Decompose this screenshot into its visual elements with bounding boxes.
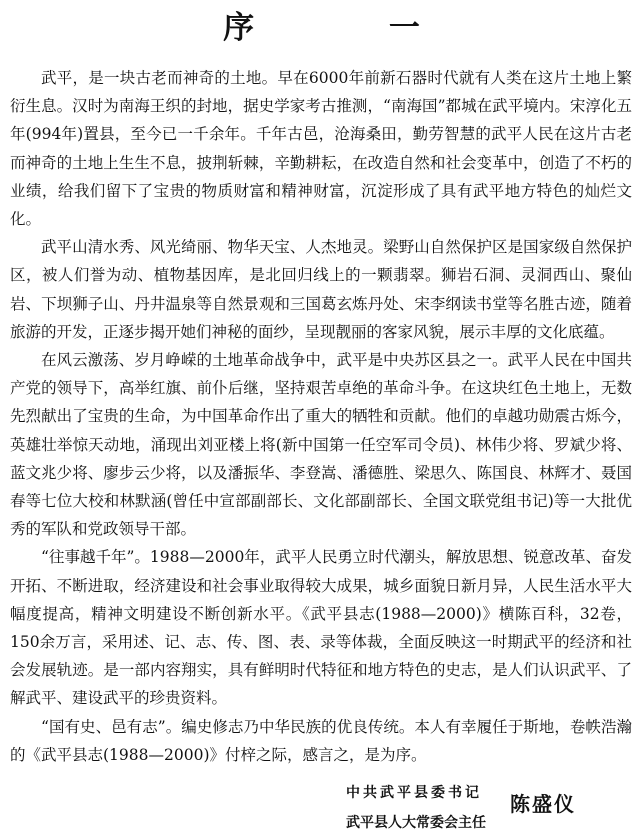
preface-body <box>10 64 632 769</box>
paragraph-development: “往事越千年”。1988—2000年，武平人民勇立时代潮头，解放思想、锐意改革、奋发开拓、不断进取，经济建设和社会事业取得较大成果，城乡面貌日新月异，人民生活水平大幅度提高，精神文明建设不断创新水平。《武平县志(1988—2000)》横陈百科，32卷，150余万言，采用述、记、志、传、图、表、录等体裁，全面反映这一时期武平的经济和社会发展轨迹。是一部内容翔实，具有鲜明时代特征和地方特色的史志，是人们认识武平、了解武平、建设武平的珍贵资料。 <box>10 548 632 708</box>
signature-block <box>346 778 636 832</box>
paragraph-history: 武平，是一块古老而神奇的土地。早在6000年前新石器时代就有人类在这片土地上繁衍生息。汉时为南海王织的封地，据史学家考古推测，“南海国”都城在武平境内。宋淳化五年(994年)置县，至今已一千余年。千年古邑，沧海桑田，勤劳智慧的武平人民在这片古老而神奇的土地上生生不息，披荆斩棘，辛勤耕耘，在改造自然和社会变革中，创造了不朽的业绩，给我们留下了宝贵的物质财富和精神财富，沉淀形成了具有武平地方特色的灿烂文化。 <box>10 69 632 229</box>
paragraph-closing: “国有史、邑有志”。编史修志乃中华民族的优良传统。本人有幸履任于斯地，卷帙浩瀚的《武平县志(1988—2000)》付梓之际，感言之，是为序。 <box>10 717 632 764</box>
signature-name: 陈盛仪 <box>510 792 576 816</box>
paragraph-scenery: 武平山清水秀、风光绮丽、物华天宝、人杰地灵。梁野山自然保护区是国家级自然保护区，被人们誉为动、植物基因库，是北回归线上的一颗翡翠。狮岩石洞、灵洞西山、聚仙岩、下坝狮子山、丹井温泉等自然景观和三国葛玄炼丹处、宋李纲读书堂等名胜古迹，随着旅游的开发，正逐步揭开她们神秘的面纱，呈现靓丽的客家风貌，展示丰厚的文化底蕴。 <box>10 238 632 341</box>
signature-titles <box>346 778 486 838</box>
paragraph-revolution: 在风云激荡、岁月峥嵘的土地革命战争中，武平是中央苏区县之一。武平人民在中国共产党的领导下，高举红旗、前仆后继，坚持艰苦卓绝的革命斗争。在这块红色土地上，无数先烈献出了宝贵的生命，为中国革命作出了重大的牺牲和贡献。他们的卓越功勋震古烁今，英雄壮举惊天动地，涌现出刘亚楼上将(新中国第一任空军司令员)、林伟少将、罗斌少将、蓝文兆少将、廖步云少将，以及潘振华、李登嵩、潘德胜、梁思久、陈国良、林辉才、聂国春等七位大校和林默涵(曾任中宣部副部长、文化部副部长、全国文联党组书记)等一大批优秀的军队和党政领导干部。 <box>10 351 632 539</box>
signature-title-congress-director: 武平县人大常委会主任 <box>346 815 486 831</box>
signature-title-party-secretary: 中共武平县委书记 <box>346 785 482 801</box>
page-title: 序 一 <box>223 10 482 46</box>
